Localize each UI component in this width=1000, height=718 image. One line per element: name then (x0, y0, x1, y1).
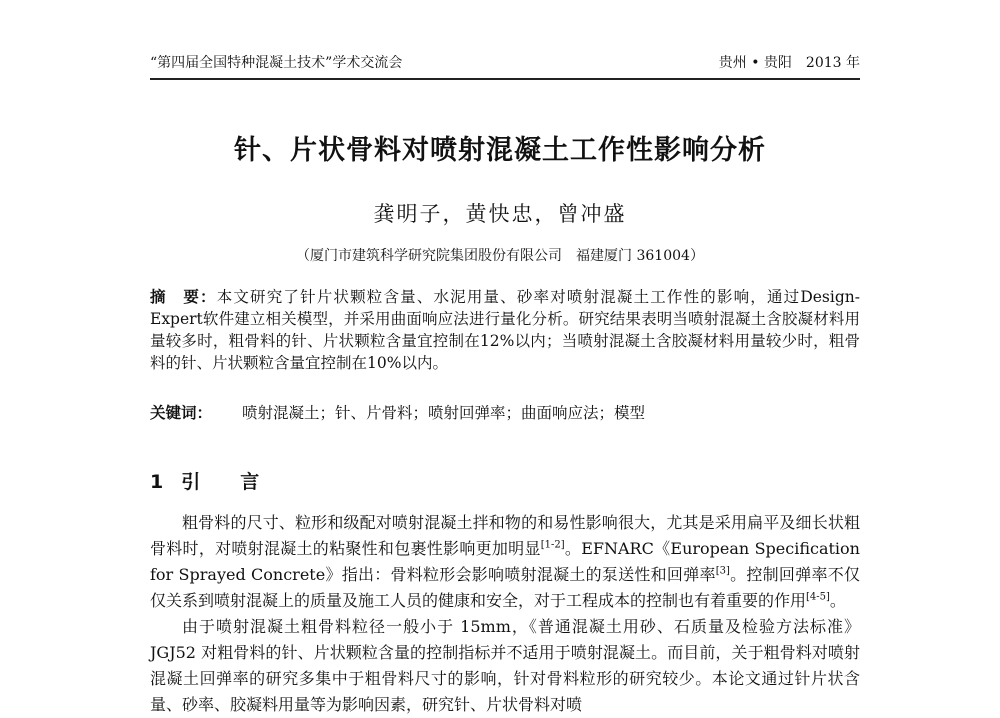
section-heading (150, 467, 299, 494)
running-header (150, 48, 860, 80)
citation: [1-2] (540, 539, 565, 551)
author-list: 龚明子，黄快忠，曾冲盛 (373, 202, 627, 226)
citation: [4-5] (806, 591, 830, 603)
keywords-label: 关键词： (150, 404, 213, 422)
affiliation: （厦门市建筑科学研究院集团股份有限公司 福建厦门 361004） (296, 248, 704, 264)
citation: [3] (715, 565, 730, 577)
abstract (150, 286, 860, 374)
keywords-text: 喷射混凝土；针、片骨料；喷射回弹率；曲面响应法；模型 (242, 404, 646, 422)
body-text (150, 510, 860, 718)
location-year: 贵州 • 贵阳 2013 年 (718, 55, 860, 71)
abstract-label: 摘 要： (150, 288, 217, 306)
conference-name: “第四届全国特种混凝土技术”学术交流会 (150, 55, 403, 71)
keywords (150, 401, 860, 423)
section-number: 1 (150, 471, 164, 493)
paper-title: 针、片状骨料对喷射混凝土工作性影响分析 (234, 135, 766, 166)
paragraph: 粗骨料的尺寸、粒形和级配对喷射混凝土拌和物的和易性影响很大，尤其是采用扁平及细长状粗骨料时，对喷射混凝土的粘聚性和包裹性影响更加明显[1-2]。EFNARC《European Specification for Sprayed Concrete》指出：骨料粒形会影响喷射混凝土的泵送性和回弹率[3]。控制回弹率不仅仅关系到喷射混凝上的质量及施工人员的健康和安全，对于工程成本的控制也有着重要的作用[4-5]。 (150, 513, 860, 610)
abstract-text: 本文研究了针片状颗粒含量、水泥用量、砂率对喷射混凝土工作性的影响，通过Design-Expert软件建立相关模型，并采用曲面响应法进行量化分析。研究结果表明当喷射混凝土含胶凝材料用量较多时，粗骨料的针、片状颗粒含量宜控制在12%以内；当喷射混凝土含胶凝材料用量较少时，粗骨料的针、片状颗粒含量宜控制在10%以内。 (150, 288, 860, 372)
paragraph: 由于喷射混凝土粗骨料粒径一般小于 15mm，《普通混凝土用砂、石质量及检验方法标准》JGJ52 对粗骨料的针、片状颗粒含量的控制指标并不适用于喷射混凝土。而目前，关于粗骨料对喷射混凝土回弹率的研究多集中于粗骨料尺寸的影响，针对骨料粒形的研究较少。本论文通过针片状含量、砂率、胶凝料用量等为影响因素，研究针、片状骨料对喷 (150, 617, 860, 714)
section-name: 引言 (181, 471, 300, 493)
